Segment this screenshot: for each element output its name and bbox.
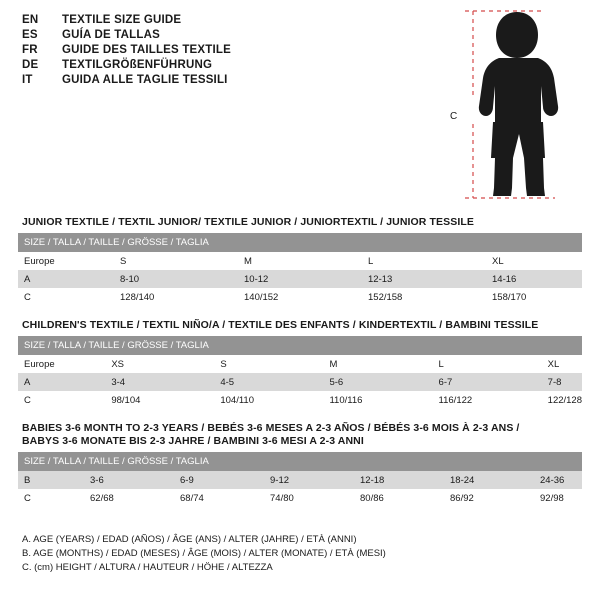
table-children xyxy=(18,336,582,409)
table-babies-row-c-v4: 86/92 xyxy=(444,489,534,507)
table-children-row-a-v2: 5-6 xyxy=(323,373,432,391)
table-junior xyxy=(18,233,582,306)
table-junior-col-3: L xyxy=(362,252,486,270)
header-text-fr: GUIDE DES TAILLES TEXTILE xyxy=(62,44,231,56)
table-children-col-5: XL xyxy=(542,355,582,373)
table-babies-header-row xyxy=(18,452,582,471)
footnote-a: A. AGE (YEARS) / EDAD (AÑOS) / ÂGE (ANS) / ALTER (JAHRE) / ETÀ (ANNI) xyxy=(22,534,357,545)
table-babies xyxy=(18,452,582,507)
child-silhouette-icon xyxy=(455,6,585,201)
table-junior-col-2: M xyxy=(238,252,362,270)
section-title-junior: JUNIOR TEXTILE / TEXTIL JUNIOR/ TEXTILE JUNIOR / JUNIORTEXTIL / JUNIOR TESSILE xyxy=(22,216,474,228)
table-babies-row-b-label: B xyxy=(18,471,84,489)
table-babies-row-c-v0: 62/68 xyxy=(84,489,174,507)
table-junior-header-row xyxy=(18,233,582,252)
table-junior-header-label: SIZE / TALLA / TAILLE / GRÖSSE / TAGLIA xyxy=(18,233,582,252)
header xyxy=(22,14,442,89)
table-junior-row-a-v2: 12-13 xyxy=(362,270,486,288)
footnote-c: C. (cm) HEIGHT / ALTURA / HAUTEUR / HÖHE / ALTEZZA xyxy=(22,562,273,573)
table-children-row-a-v3: 6-7 xyxy=(433,373,542,391)
footnote-b: B. AGE (MONTHS) / EDAD (MESES) / ÂGE (MOIS) / ALTER (MONATE) / ETÀ (MESI) xyxy=(22,548,386,559)
header-lang-de: DE xyxy=(22,59,39,71)
table-row xyxy=(18,373,582,391)
section-title-children: CHILDREN'S TEXTILE / TEXTIL NIÑO/A / TEXTILE DES ENFANTS / KINDERTEXTIL / BAMBINI TESSILE xyxy=(22,319,539,331)
header-lang-en: EN xyxy=(22,14,39,26)
table-children-col-4: L xyxy=(433,355,542,373)
table-row xyxy=(18,288,582,306)
child-silhouette-figure xyxy=(450,6,585,201)
table-children-row-a-v0: 3-4 xyxy=(105,373,214,391)
table-junior-row-a-v0: 8-10 xyxy=(114,270,238,288)
header-lang-it: IT xyxy=(22,74,33,86)
table-children-row-a-v4: 7-8 xyxy=(542,373,582,391)
table-row xyxy=(18,391,582,409)
table-babies-row-b-v5: 24-36 xyxy=(534,471,582,489)
table-children-row-a-label: A xyxy=(18,373,105,391)
table-babies-row-c-v5: 92/98 xyxy=(534,489,582,507)
table-junior-columns-row xyxy=(18,252,582,270)
table-junior-row-a-v1: 10-12 xyxy=(238,270,362,288)
table-babies-row-b-v2: 9-12 xyxy=(264,471,354,489)
table-babies-row-b-v0: 3-6 xyxy=(84,471,174,489)
header-row-fr xyxy=(22,44,442,56)
table-babies-row-c-v3: 80/86 xyxy=(354,489,444,507)
table-children-col-3: M xyxy=(323,355,432,373)
section-title-babies-line2: BABYS 3-6 MONATE BIS 2-3 JAHRE / BAMBINI 3-6 MESI A 2-3 ANNI xyxy=(22,435,364,447)
header-text-it: GUIDA ALLE TAGLIE TESSILI xyxy=(62,74,228,86)
header-lang-fr: FR xyxy=(22,44,38,56)
table-babies-row-b-v1: 6-9 xyxy=(174,471,264,489)
table-children-row-c-v4: 122/128 xyxy=(542,391,582,409)
table-junior-row-c-label: C xyxy=(18,288,114,306)
table-children-col-2: S xyxy=(214,355,323,373)
table-children-header-label: SIZE / TALLA / TAILLE / GRÖSSE / TAGLIA xyxy=(18,336,582,355)
table-babies-header-label: SIZE / TALLA / TAILLE / GRÖSSE / TAGLIA xyxy=(18,452,582,471)
table-junior-col-4: XL xyxy=(486,252,582,270)
table-babies-row-c-v1: 68/74 xyxy=(174,489,264,507)
table-row xyxy=(18,471,582,489)
table-babies-row-b-v3: 12-18 xyxy=(354,471,444,489)
table-children-columns-row xyxy=(18,355,582,373)
header-row-it xyxy=(22,74,442,86)
table-junior-row-a-v3: 14-16 xyxy=(486,270,582,288)
header-row-de xyxy=(22,59,442,71)
header-text-de: TEXTILGRÖßENFÜHRUNG xyxy=(62,59,213,71)
table-children-row-a-v1: 4-5 xyxy=(214,373,323,391)
table-children-row-c-label: C xyxy=(18,391,105,409)
table-children-col-1: XS xyxy=(105,355,214,373)
table-row xyxy=(18,489,582,507)
table-babies-row-b-v4: 18-24 xyxy=(444,471,534,489)
footnotes xyxy=(22,533,386,575)
table-children-row-c-v3: 116/122 xyxy=(433,391,542,409)
table-row xyxy=(18,270,582,288)
table-children-row-c-v1: 104/110 xyxy=(214,391,323,409)
table-junior-row-c-v2: 152/158 xyxy=(362,288,486,306)
table-children-header-row xyxy=(18,336,582,355)
table-junior-row-c-v3: 158/170 xyxy=(486,288,582,306)
header-row-es xyxy=(22,29,442,41)
table-babies-row-c-v2: 74/80 xyxy=(264,489,354,507)
table-children-col-0: Europe xyxy=(18,355,105,373)
section-title-babies-line1: BABIES 3-6 MONTH TO 2-3 YEARS / BEBÉS 3-6 MESES A 2-3 AÑOS / BÉBÉS 3-6 MOIS À 2-3 ANS / xyxy=(22,422,520,434)
table-junior-col-0: Europe xyxy=(18,252,114,270)
table-junior-col-1: S xyxy=(114,252,238,270)
header-text-en: TEXTILE SIZE GUIDE xyxy=(62,14,182,26)
section-title-babies xyxy=(22,422,519,448)
header-text-es: GUÍA DE TALLAS xyxy=(62,29,160,41)
table-babies-row-c-label: C xyxy=(18,489,84,507)
table-junior-row-c-v0: 128/140 xyxy=(114,288,238,306)
table-children-row-c-v0: 98/104 xyxy=(105,391,214,409)
table-children-row-c-v2: 110/116 xyxy=(323,391,432,409)
table-junior-row-a-label: A xyxy=(18,270,114,288)
measure-label-c: C xyxy=(450,111,458,122)
header-lang-es: ES xyxy=(22,29,38,41)
table-junior-row-c-v1: 140/152 xyxy=(238,288,362,306)
header-row-en xyxy=(22,14,442,26)
